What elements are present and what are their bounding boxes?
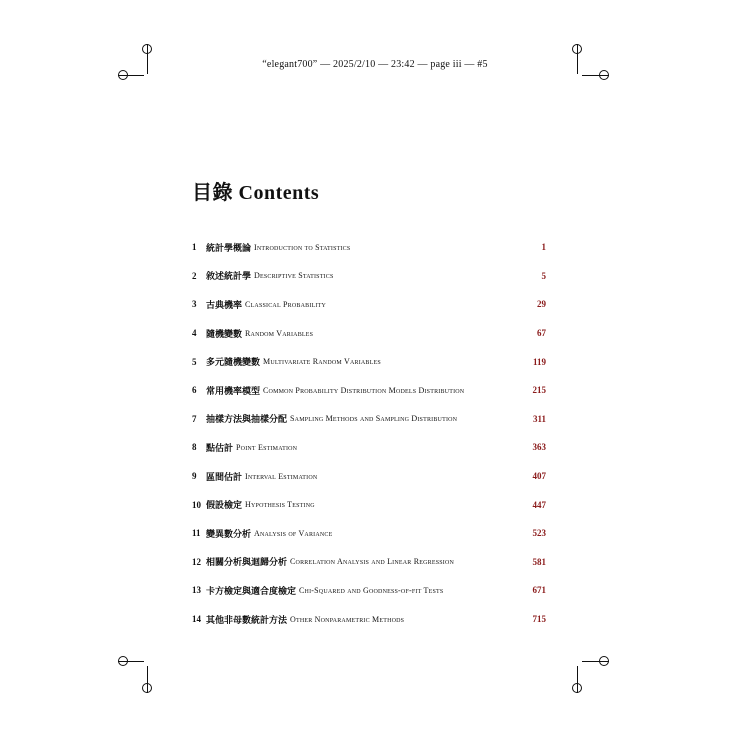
toc-page-number: 215 <box>532 385 546 396</box>
toc-chapter-number: 9 <box>192 471 197 482</box>
toc-chapter-title-zh: 抽樣方法與抽樣分配 <box>206 414 288 425</box>
toc-page-number: 407 <box>532 471 546 482</box>
toc-chapter-title-en: Random Variables <box>245 328 314 338</box>
toc-chapter-title-zh: 假設檢定 <box>206 500 243 511</box>
toc-entry[interactable] <box>192 519 546 548</box>
page-header: “elegant700” — 2025/2/10 — 23:42 — page iii — #5 <box>262 59 488 70</box>
toc-chapter-title-zh: 其他非母數統計方法 <box>206 614 288 625</box>
toc-chapter-number: 3 <box>192 299 197 310</box>
toc-chapter-title-en: Multivariate Random Variables <box>263 357 381 367</box>
toc-entry[interactable] <box>192 576 546 605</box>
toc-page-number: 1 <box>541 242 546 253</box>
toc-chapter-title-zh: 敘述統計學 <box>206 271 252 282</box>
toc-page-number: 5 <box>541 270 546 281</box>
toc-entry[interactable] <box>192 262 546 291</box>
toc-entry[interactable] <box>192 462 546 491</box>
toc-chapter-number: 5 <box>192 356 197 367</box>
toc-entry[interactable] <box>192 405 546 434</box>
toc-chapter-title-en: Interval Estimation <box>245 471 318 481</box>
toc-chapter-number: 8 <box>192 442 197 453</box>
toc-page-number: 29 <box>537 299 546 310</box>
toc-chapter-title-en: Introduction to Statistics <box>254 242 351 252</box>
toc-page-number: 581 <box>532 556 546 567</box>
toc-chapter-title-en: Analysis of Variance <box>254 528 333 538</box>
toc-chapter-number: 12 <box>192 556 201 567</box>
toc-chapter-number: 13 <box>192 585 201 596</box>
toc-chapter-title-zh: 隨機變數 <box>206 328 243 339</box>
toc-chapter-number: 14 <box>192 614 201 625</box>
toc-page-number: 447 <box>532 499 546 510</box>
toc-entry[interactable] <box>192 548 546 577</box>
toc-entry[interactable] <box>192 490 546 519</box>
toc-chapter-title-en: Correlation Analysis and Linear Regression <box>290 557 455 567</box>
toc-chapter-number: 7 <box>192 413 197 424</box>
toc-chapter-title-en: Classical Probability <box>245 299 327 309</box>
toc-page-number: 363 <box>532 442 546 453</box>
toc-chapter-title-en: Chi-Squared and Goodness-of-fit Tests <box>299 585 444 595</box>
toc-page-number: 715 <box>532 614 546 625</box>
toc-chapter-title-en: Other Nonparametric Methods <box>290 614 405 624</box>
toc-chapter-title-zh: 卡方檢定與適合度檢定 <box>206 585 297 596</box>
toc-page-number: 311 <box>532 413 546 424</box>
toc-entry[interactable] <box>192 376 546 405</box>
toc-page-number: 119 <box>532 356 546 367</box>
toc-entry[interactable] <box>192 433 546 462</box>
toc-chapter-title-en: Point Estimation <box>236 442 298 452</box>
toc-entry[interactable] <box>192 319 546 348</box>
toc-chapter-title-en: Common Probability Distribution Models Distribution <box>263 385 465 395</box>
toc-chapter-number: 1 <box>192 242 197 253</box>
toc-entry[interactable] <box>192 290 546 319</box>
toc-chapter-title-en: Sampling Methods and Sampling Distribution <box>290 414 458 424</box>
toc-chapter-number: 10 <box>192 499 201 510</box>
toc-chapter-title-zh: 點估計 <box>206 442 234 453</box>
toc-chapter-number: 6 <box>192 385 197 396</box>
table-of-contents <box>192 233 546 633</box>
toc-chapter-title-zh: 區間估計 <box>206 471 243 482</box>
toc-chapter-title-zh: 古典機率 <box>206 299 243 310</box>
toc-chapter-title-zh: 統計學概論 <box>206 242 252 253</box>
toc-chapter-title-zh: 相關分析與迴歸分析 <box>206 557 288 568</box>
toc-page-number: 671 <box>532 585 546 596</box>
toc-chapter-title-zh: 變異數分析 <box>206 528 252 539</box>
toc-chapter-title-en: Hypothesis Testing <box>245 500 315 510</box>
toc-page-number: 523 <box>532 528 546 539</box>
toc-chapter-number: 4 <box>192 328 197 339</box>
toc-chapter-title-zh: 常用機率模型 <box>206 385 261 396</box>
toc-chapter-title-en: Descriptive Statistics <box>254 271 334 281</box>
toc-page-number: 67 <box>537 328 546 339</box>
toc-entry[interactable] <box>192 233 546 262</box>
toc-chapter-title-zh: 多元隨機變數 <box>206 357 261 368</box>
page-title: 目錄 Contents <box>192 182 320 204</box>
toc-entry[interactable] <box>192 347 546 376</box>
toc-entry[interactable] <box>192 605 546 634</box>
toc-chapter-number: 2 <box>192 270 197 281</box>
toc-chapter-number: 11 <box>192 528 201 539</box>
